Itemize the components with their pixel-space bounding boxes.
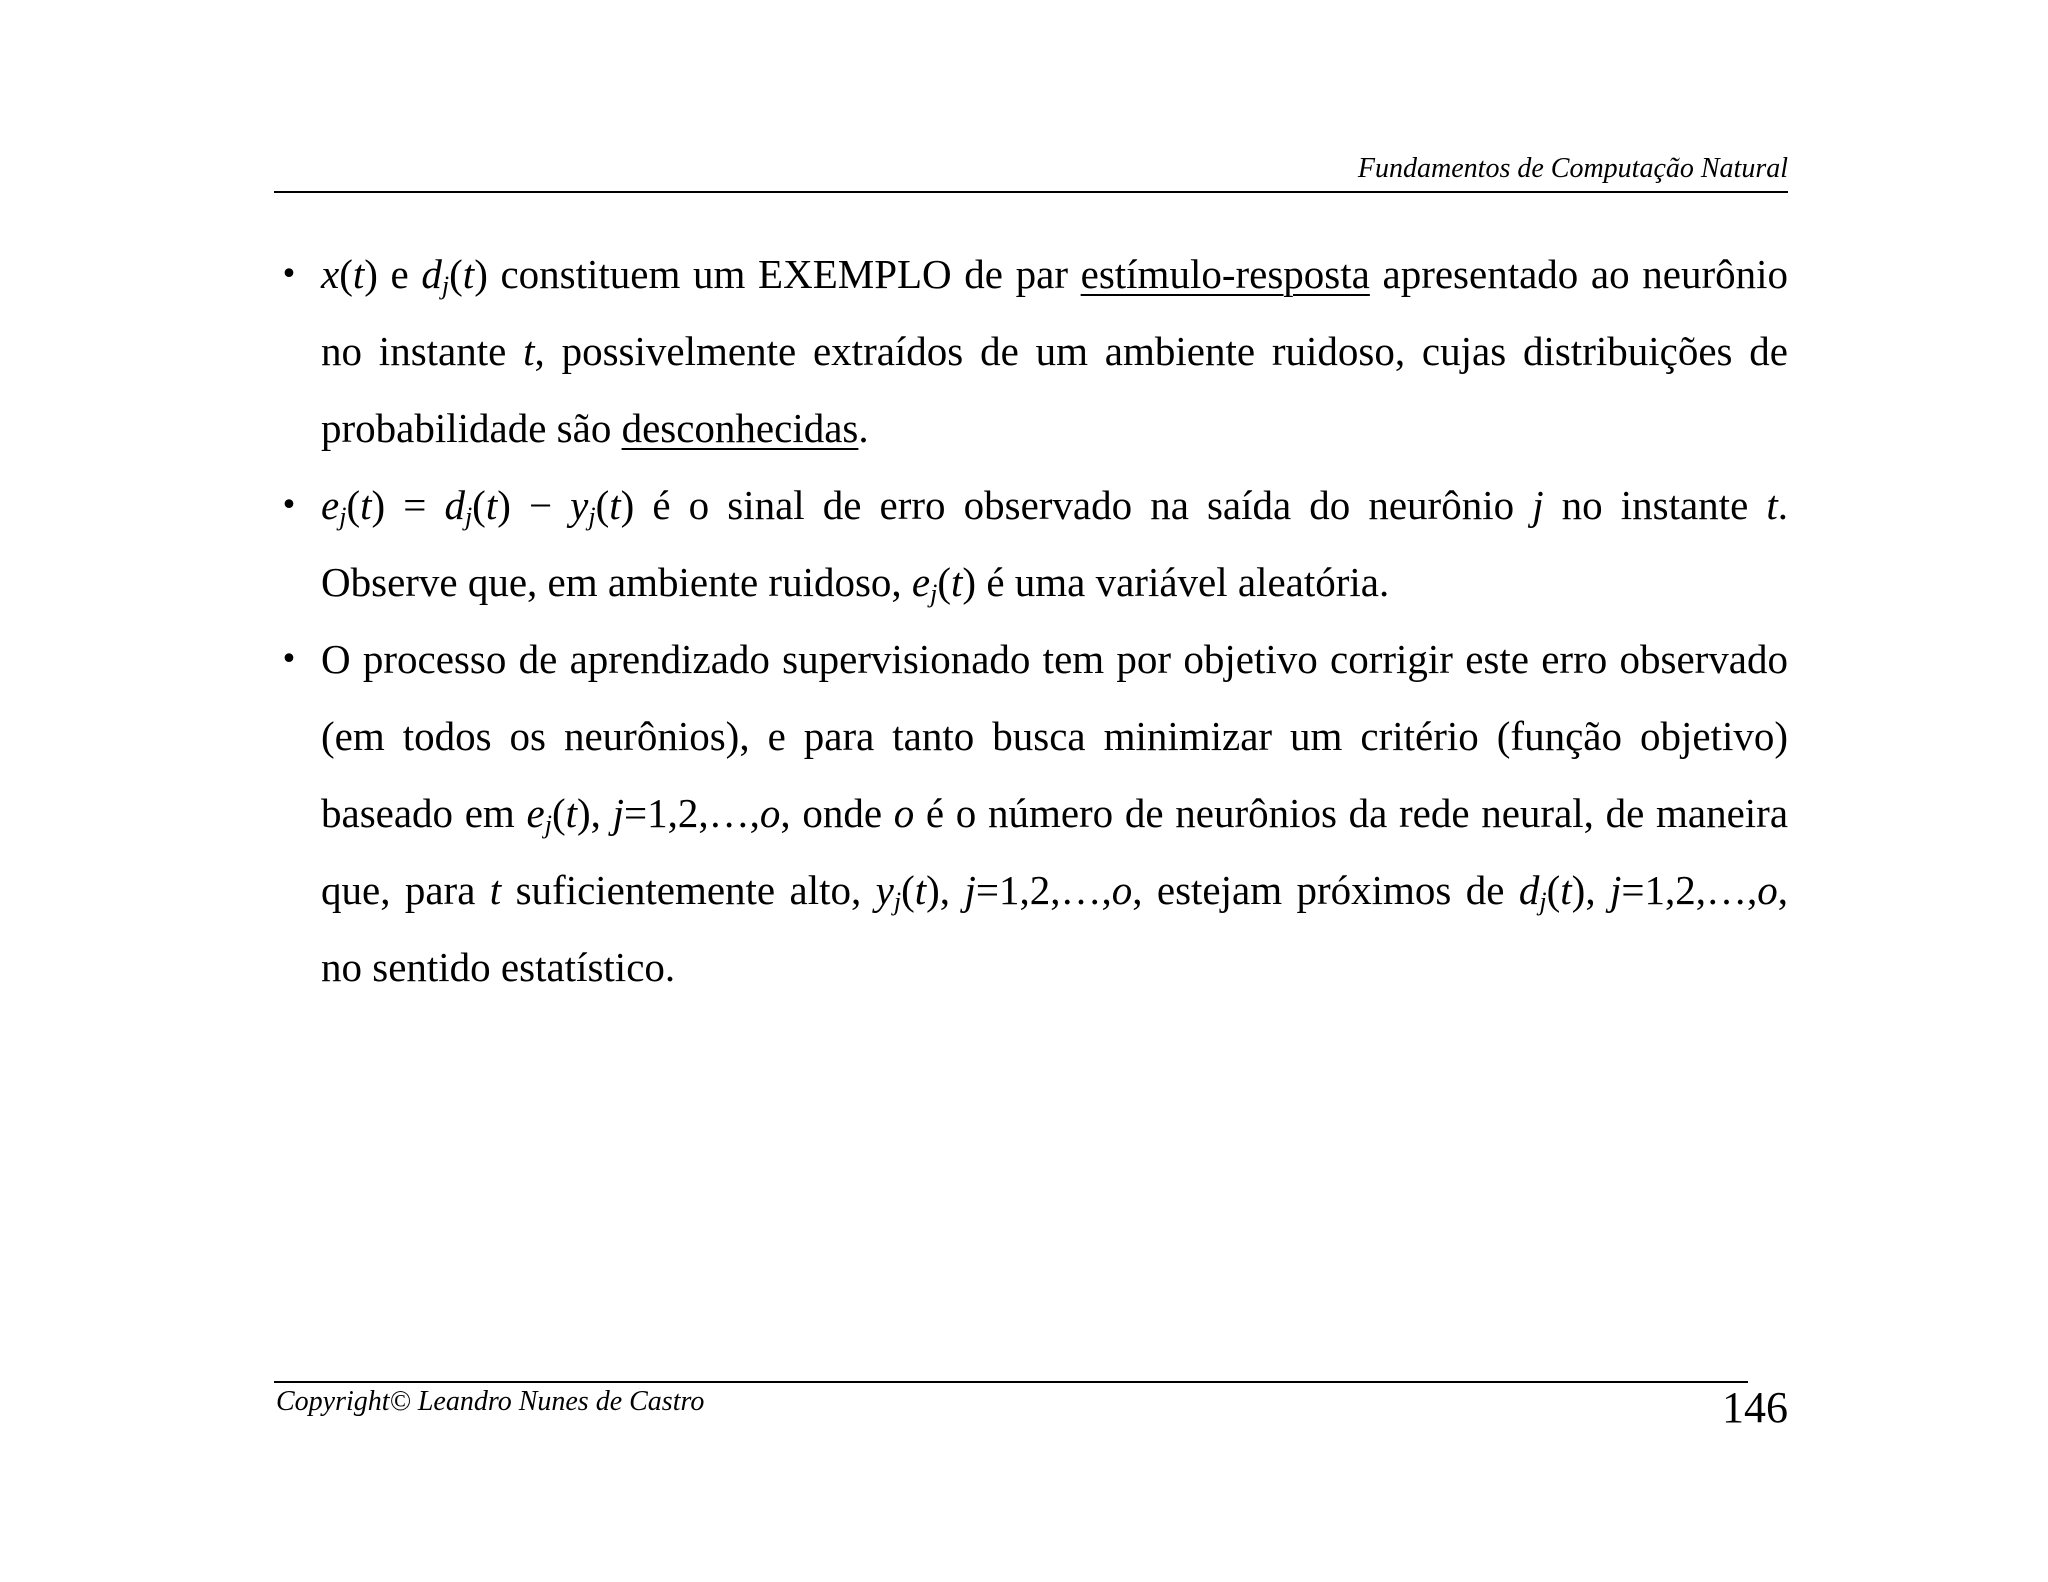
text-run: O processo de aprendizado supervisionado tem por objetivo corrigir este erro observado (em todos os neurônios), e para tanto busca minimizar um critério (função objetivo) baseado em bbox=[321, 636, 1788, 836]
text-run: ) constituem um EXEMPLO de par bbox=[474, 251, 1081, 297]
math-symbol: t bbox=[1766, 482, 1778, 528]
bullet-item-2 bbox=[274, 467, 1788, 621]
subscript: j bbox=[930, 579, 938, 608]
math-symbol: o bbox=[1111, 867, 1133, 913]
math-symbol: d bbox=[444, 482, 465, 528]
math-symbol: t bbox=[914, 867, 927, 913]
math-symbol: o bbox=[759, 790, 781, 836]
bullet-text bbox=[321, 251, 1788, 451]
text-run: , no sentido estatístico. bbox=[321, 867, 1788, 990]
footer-copyright: Copyright© Leandro Nunes de Castro bbox=[276, 1386, 705, 1417]
text-run: ) e bbox=[364, 251, 422, 297]
bullet-item-1 bbox=[274, 236, 1788, 467]
text-run: é o número de neurônios da rede neural, de maneira que, para bbox=[321, 790, 1789, 913]
math-symbol: t bbox=[462, 251, 475, 297]
math-symbol: t bbox=[360, 482, 372, 528]
text-run: apresentado ao neurônio no instante bbox=[321, 251, 1788, 374]
text-run: , onde bbox=[780, 790, 894, 836]
math-symbol: e bbox=[526, 790, 545, 836]
bullet-item-3 bbox=[274, 621, 1788, 1006]
underlined-term: estímulo-resposta bbox=[1080, 251, 1370, 297]
bullet-text bbox=[321, 482, 1789, 608]
text-run: ) é uma variável aleatória. bbox=[962, 559, 1390, 605]
math-symbol: j bbox=[612, 790, 625, 836]
underlined-term: desconhecidas bbox=[621, 405, 859, 451]
text-run: ) = bbox=[371, 482, 445, 528]
text-run: =1,2,…, bbox=[975, 867, 1112, 913]
subscript: j bbox=[588, 502, 596, 531]
math-symbol: t bbox=[485, 482, 498, 528]
text-run: ( bbox=[1546, 867, 1561, 913]
text-run: . Observe que, em ambiente ruidoso, bbox=[321, 482, 1789, 605]
math-symbol: t bbox=[523, 328, 535, 374]
text-run: , estejam próximos de bbox=[1132, 867, 1519, 913]
text-run: ( bbox=[551, 790, 566, 836]
math-symbol: t bbox=[609, 482, 621, 528]
bullet-text bbox=[321, 636, 1788, 990]
math-symbol: y bbox=[875, 867, 894, 913]
text-run: no instante bbox=[1543, 482, 1767, 528]
text-run: ( bbox=[472, 482, 486, 528]
bullet-marker: • bbox=[280, 257, 298, 292]
text-run: suficientemente alto, bbox=[501, 867, 876, 913]
math-symbol: t bbox=[489, 867, 502, 913]
subscript: j bbox=[441, 271, 450, 300]
math-symbol: t bbox=[951, 559, 963, 605]
text-run: ( bbox=[449, 251, 463, 297]
subscript: j bbox=[544, 810, 552, 839]
subscript: j bbox=[339, 502, 347, 531]
math-symbol: t bbox=[565, 790, 578, 836]
text-run: ) − bbox=[497, 482, 571, 528]
math-symbol: o bbox=[1757, 867, 1778, 913]
math-symbol: e bbox=[911, 559, 931, 605]
bullet-list bbox=[274, 236, 1788, 1006]
text-run: . bbox=[858, 405, 869, 451]
text-run: ) é o sinal de erro observado na saída do neurônio bbox=[620, 482, 1533, 528]
text-run: ), bbox=[577, 790, 613, 836]
math-symbol: x bbox=[321, 251, 340, 297]
footer-rule bbox=[274, 1381, 1748, 1383]
bullet-marker: • bbox=[280, 642, 298, 677]
text-run: ( bbox=[595, 482, 610, 528]
text-run: ), bbox=[1571, 867, 1610, 913]
math-symbol: j bbox=[1609, 867, 1622, 913]
math-symbol: t bbox=[1560, 867, 1572, 913]
text-run: =1,2,…, bbox=[624, 790, 760, 836]
text-run: , possivelmente extraídos de um ambiente ruidoso, cujas distribuições de probabilidade são bbox=[321, 328, 1788, 451]
text-run: ), bbox=[926, 867, 965, 913]
math-symbol: y bbox=[570, 482, 589, 528]
page-number: 146 bbox=[1722, 1383, 1788, 1432]
subscript: j bbox=[1539, 887, 1547, 916]
header-title: Fundamentos de Computação Natural bbox=[1357, 153, 1788, 184]
math-symbol: o bbox=[893, 790, 915, 836]
text-run: ( bbox=[346, 482, 361, 528]
text-run: ( bbox=[339, 251, 353, 297]
math-symbol: t bbox=[352, 251, 365, 297]
subscript: j bbox=[464, 502, 473, 531]
math-symbol: d bbox=[421, 251, 442, 297]
math-symbol: j bbox=[1532, 482, 1544, 528]
text-run: =1,2,…, bbox=[1621, 867, 1758, 913]
math-symbol: d bbox=[1518, 867, 1540, 913]
math-symbol: e bbox=[321, 482, 340, 528]
header-rule bbox=[274, 191, 1788, 193]
text-run: ( bbox=[937, 559, 952, 605]
text-run: ( bbox=[901, 867, 915, 913]
subscript: j bbox=[893, 887, 902, 916]
bullet-marker: • bbox=[280, 488, 298, 523]
math-symbol: j bbox=[964, 867, 976, 913]
